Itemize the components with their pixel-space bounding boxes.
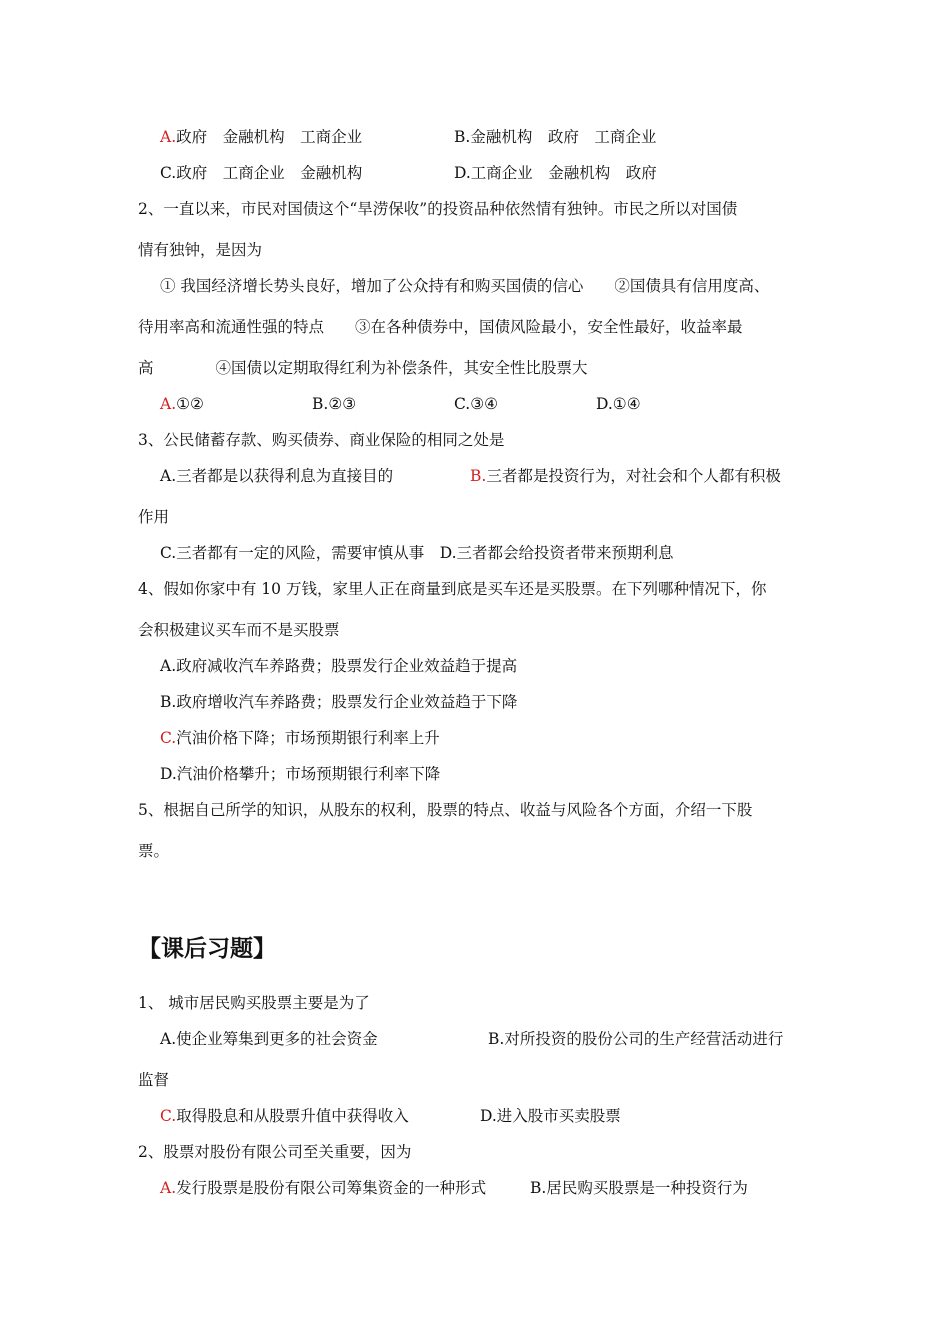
q2-option-b: B.②③ (312, 395, 357, 413)
option-text: 三者都是投资行为，对社会和个人都有积极 (486, 467, 781, 485)
q2-items-line1: ① 我国经济增长势头良好，增加了公众持有和购买国债的信心 ②国债具有信用度高、 (160, 277, 770, 295)
hw1-option-b-continued: 监督 (138, 1071, 170, 1089)
answer-letter: A. (160, 1179, 177, 1197)
q1-option-b: B.金融机构 政府 工商企业 (454, 128, 657, 146)
q3-option-b-continued: 作用 (138, 508, 170, 526)
q5-stem-line2: 票。 (138, 842, 170, 860)
q2-option-a (160, 393, 204, 415)
answer-letter: C. (160, 1107, 177, 1125)
hw1-stem: 1、 城市居民购买股票主要是为了 (138, 994, 370, 1012)
q1-option-a (160, 126, 362, 148)
answer-letter: B. (470, 467, 487, 485)
q3-option-a: A.三者都是以获得利息为直接目的 (160, 467, 394, 485)
q4-option-d: D.汽油价格攀升；市场预期银行利率下降 (160, 765, 441, 783)
hw1-option-a: A.使企业筹集到更多的社会资金 (160, 1030, 378, 1048)
q4-stem-line1: 4、假如你家中有 10 万钱，家里人正在商量到底是买车还是买股票。在下列哪种情况下，你 (138, 580, 767, 598)
q2-stem-line1: 2、一直以来，市民对国债这个“旱涝保收”的投资品种依然情有独钟。市民之所以对国债 (138, 200, 738, 218)
q4-option-b: B.政府增收汽车养路费；股票发行企业效益趋于下降 (160, 693, 518, 711)
q1-option-d: D.工商企业 金融机构 政府 (454, 164, 657, 182)
q2-stem-line2: 情有独钟，是因为 (138, 241, 263, 259)
q4-option-a: A.政府减收汽车养路费；股票发行企业效益趋于提高 (160, 657, 518, 675)
q2-option-d: D.①④ (596, 395, 641, 413)
q3-stem: 3、公民储蓄存款、购买债券、商业保险的相同之处是 (138, 431, 505, 449)
section-title: 【课后习题】 (138, 936, 276, 962)
option-text: 汽油价格下降；市场预期银行利率上升 (176, 729, 440, 747)
q2-items-line2: 待用率高和流通性强的特点 ③在各种债券中，国债风险最小，安全性最好，收益率最 (138, 318, 743, 336)
answer-letter: C. (160, 729, 177, 747)
q3-option-b (470, 465, 781, 487)
answer-letter: A. (160, 128, 177, 146)
q5-stem-line1: 5、根据自己所学的知识，从股东的权利，股票的特点、收益与风险各个方面，介绍一下股 (138, 801, 753, 819)
hw2-option-b: B.居民购买股票是一种投资行为 (530, 1179, 748, 1197)
option-text: 取得股息和从股票升值中获得收入 (176, 1107, 409, 1125)
hw1-option-c (160, 1105, 409, 1127)
option-text: ①② (176, 395, 204, 413)
q2-option-c: C.③④ (454, 395, 499, 413)
hw1-option-d: D.进入股市买卖股票 (480, 1107, 621, 1125)
hw2-option-a (160, 1177, 486, 1199)
option-text: 政府 金融机构 工商企业 (176, 128, 363, 146)
q2-items-line3: 高 ④国债以定期取得红利为补偿条件，其安全性比股票大 (138, 359, 588, 377)
hw1-option-b: B.对所投资的股份公司的生产经营活动进行 (488, 1030, 784, 1048)
hw2-stem: 2、股票对股份有限公司至关重要，因为 (138, 1143, 412, 1161)
option-text: 发行股票是股份有限公司筹集资金的一种形式 (176, 1179, 487, 1197)
q4-option-c (160, 727, 440, 749)
q1-option-c: C.政府 工商企业 金融机构 (160, 164, 363, 182)
q3-options-c-d: C.三者都有一定的风险，需要审慎从事 D.三者都会给投资者带来预期利息 (160, 544, 674, 562)
q4-stem-line2: 会积极建议买车而不是买股票 (138, 621, 340, 639)
answer-letter: A. (160, 395, 177, 413)
